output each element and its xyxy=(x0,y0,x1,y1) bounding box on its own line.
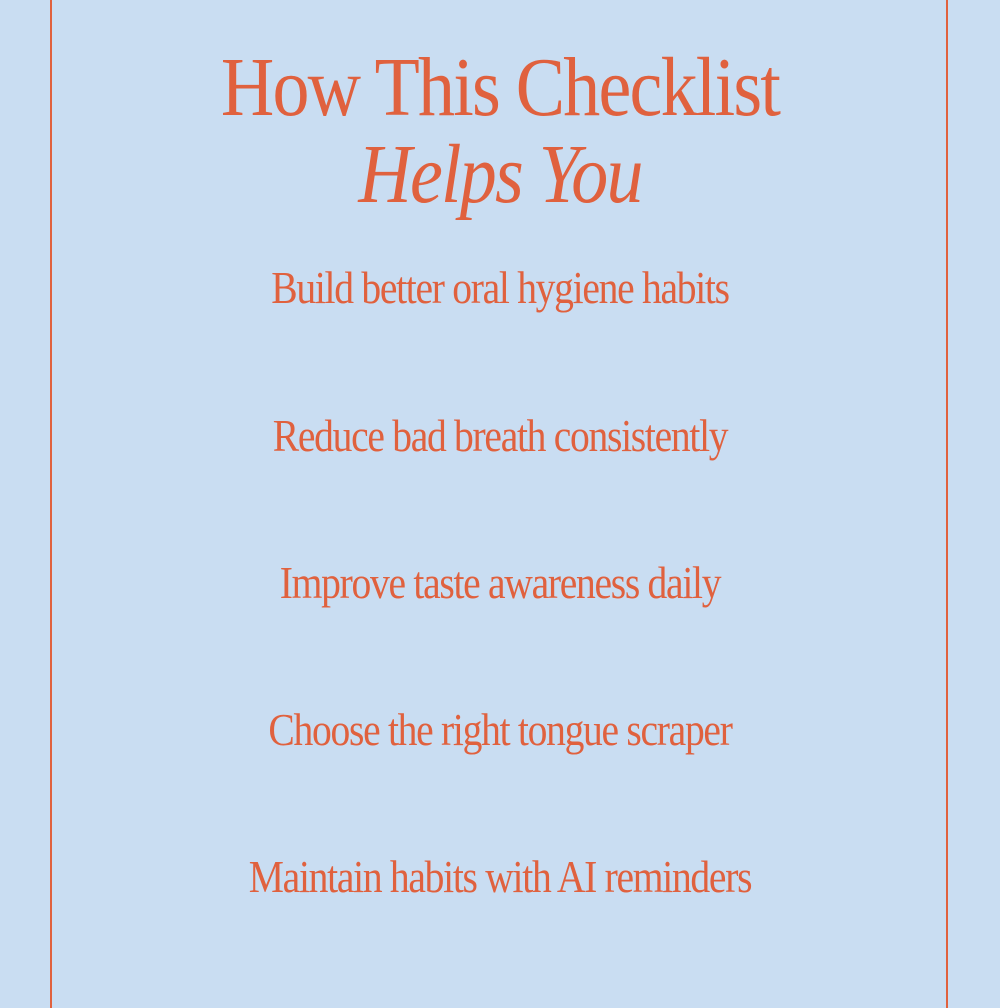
benefit-item: Choose the right tongue scraper xyxy=(268,704,732,755)
benefit-item: Build better oral hygiene habits xyxy=(271,262,729,313)
benefit-item: Improve taste awareness daily xyxy=(279,557,721,608)
benefit-item: Maintain habits with AI reminders xyxy=(248,851,752,902)
benefit-item: Reduce bad breath consistently xyxy=(272,410,728,461)
title-line-1: How This Checklist xyxy=(220,41,780,134)
page-title xyxy=(0,38,1000,221)
title-line-2: Helps You xyxy=(358,128,642,221)
